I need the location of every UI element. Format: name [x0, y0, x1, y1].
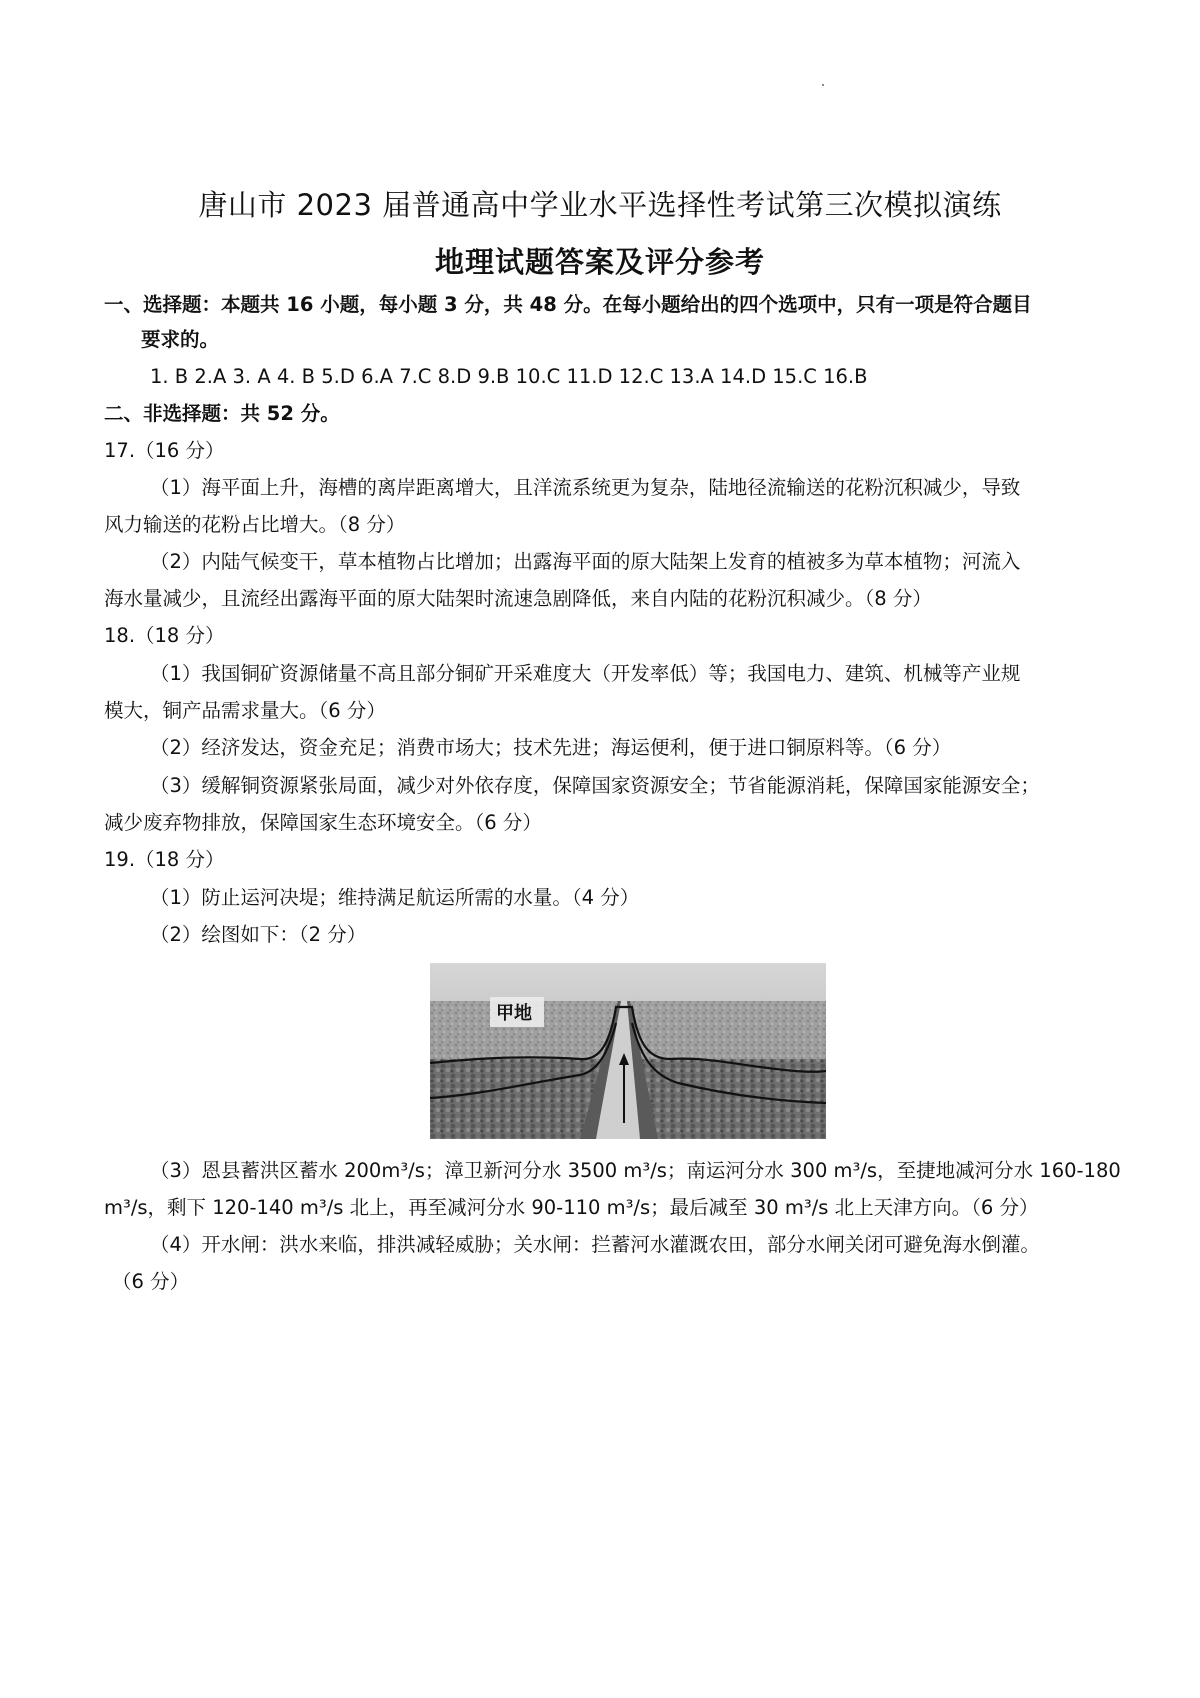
q19-label: 19.（18 分） [104, 848, 225, 871]
q17-answer-2: （2）内陆气候变干，草本植物占比增加；出露海平面的原大陆架上发育的植被多为草本植物；河流入 [150, 550, 1021, 573]
page-title: 唐山市 2023 届普通高中学业水平选择性考试第三次模拟演练 [198, 188, 1002, 222]
q18-answer-2: （2）经济发达，资金充足；消费市场大；技术先进；海运便利，便于进口铜原料等。（6 分） [150, 736, 952, 759]
q18-answer-3: （3）缓解铜资源紧张局面，减少对外依存度，保障国家资源安全；节省能源消耗，保障国家能源安全； [150, 774, 1040, 797]
q18-answer-1-cont: 模大，铜产品需求量大。（6 分） [104, 699, 386, 722]
q19-answer-4: （4）开水闸：洪水来临，排洪减轻威胁；关水闸：拦蓄河水灌溉农田，部分水闸关闭可避免海水倒灌。 [150, 1233, 1040, 1256]
section1-heading-cont: 要求的。 [141, 328, 220, 351]
q19-answer-4-cont: （6 分） [112, 1270, 190, 1293]
figure-label: 甲地 [496, 1003, 532, 1024]
q17-label: 17.（16 分） [104, 439, 225, 462]
q19-answer-3-cont: m³/s，剩下 120-140 m³/s 北上，再至减河分水 90-110 m³/s；最后减至 30 m³/s 北上天津方向。（6 分） [104, 1196, 1039, 1219]
q18-answer-1: （1）我国铜矿资源储量不高且部分铜矿开采难度大（开发率低）等；我国电力、建筑、机械等产业规 [150, 662, 1021, 685]
q19-answer-3: （3）恩县蓄洪区蓄水 200m³/s；漳卫新河分水 3500 m³/s；南运河分水 300 m³/s，至捷地减河分水 160-180 [150, 1159, 1121, 1182]
q17-answer-2-cont: 海水量减少，且流经出露海平面的原大陆架时流速急剧降低，来自内陆的花粉沉积减少。（8 分） [104, 587, 932, 610]
mc-answers: 1. B 2.A 3. A 4. B 5.D 6.A 7.C 8.D 9.B 10.C 11.D 12.C 13.A 14.D 15.C 16.B [150, 365, 868, 388]
q19-answer-1: （1）防止运河决堤；维持满足航运所需的水量。（4 分） [150, 886, 640, 909]
q17-answer-1: （1）海平面上升，海槽的离岸距离增大，且洋流系统更为复杂，陆地径流输送的花粉沉积减少，导致 [150, 476, 1021, 499]
section1-heading: 一、选择题：本题共 16 小题，每小题 3 分，共 48 分。在每小题给出的四个选项中，只有一项是符合题目 [104, 293, 1032, 316]
q18-label: 18.（18 分） [104, 624, 225, 647]
canal-drawing-figure [430, 963, 826, 1139]
section2-heading: 二、非选择题：共 52 分。 [104, 402, 340, 425]
scan-speck [822, 84, 824, 86]
page-subtitle: 地理试题答案及评分参考 [434, 245, 765, 279]
q18-answer-3-cont: 减少废弃物排放，保障国家生态环境安全。（6 分） [104, 811, 542, 834]
q19-answer-2: （2）绘图如下：（2 分） [150, 923, 367, 946]
q17-answer-1-cont: 风力输送的花粉占比增大。（8 分） [104, 513, 406, 536]
